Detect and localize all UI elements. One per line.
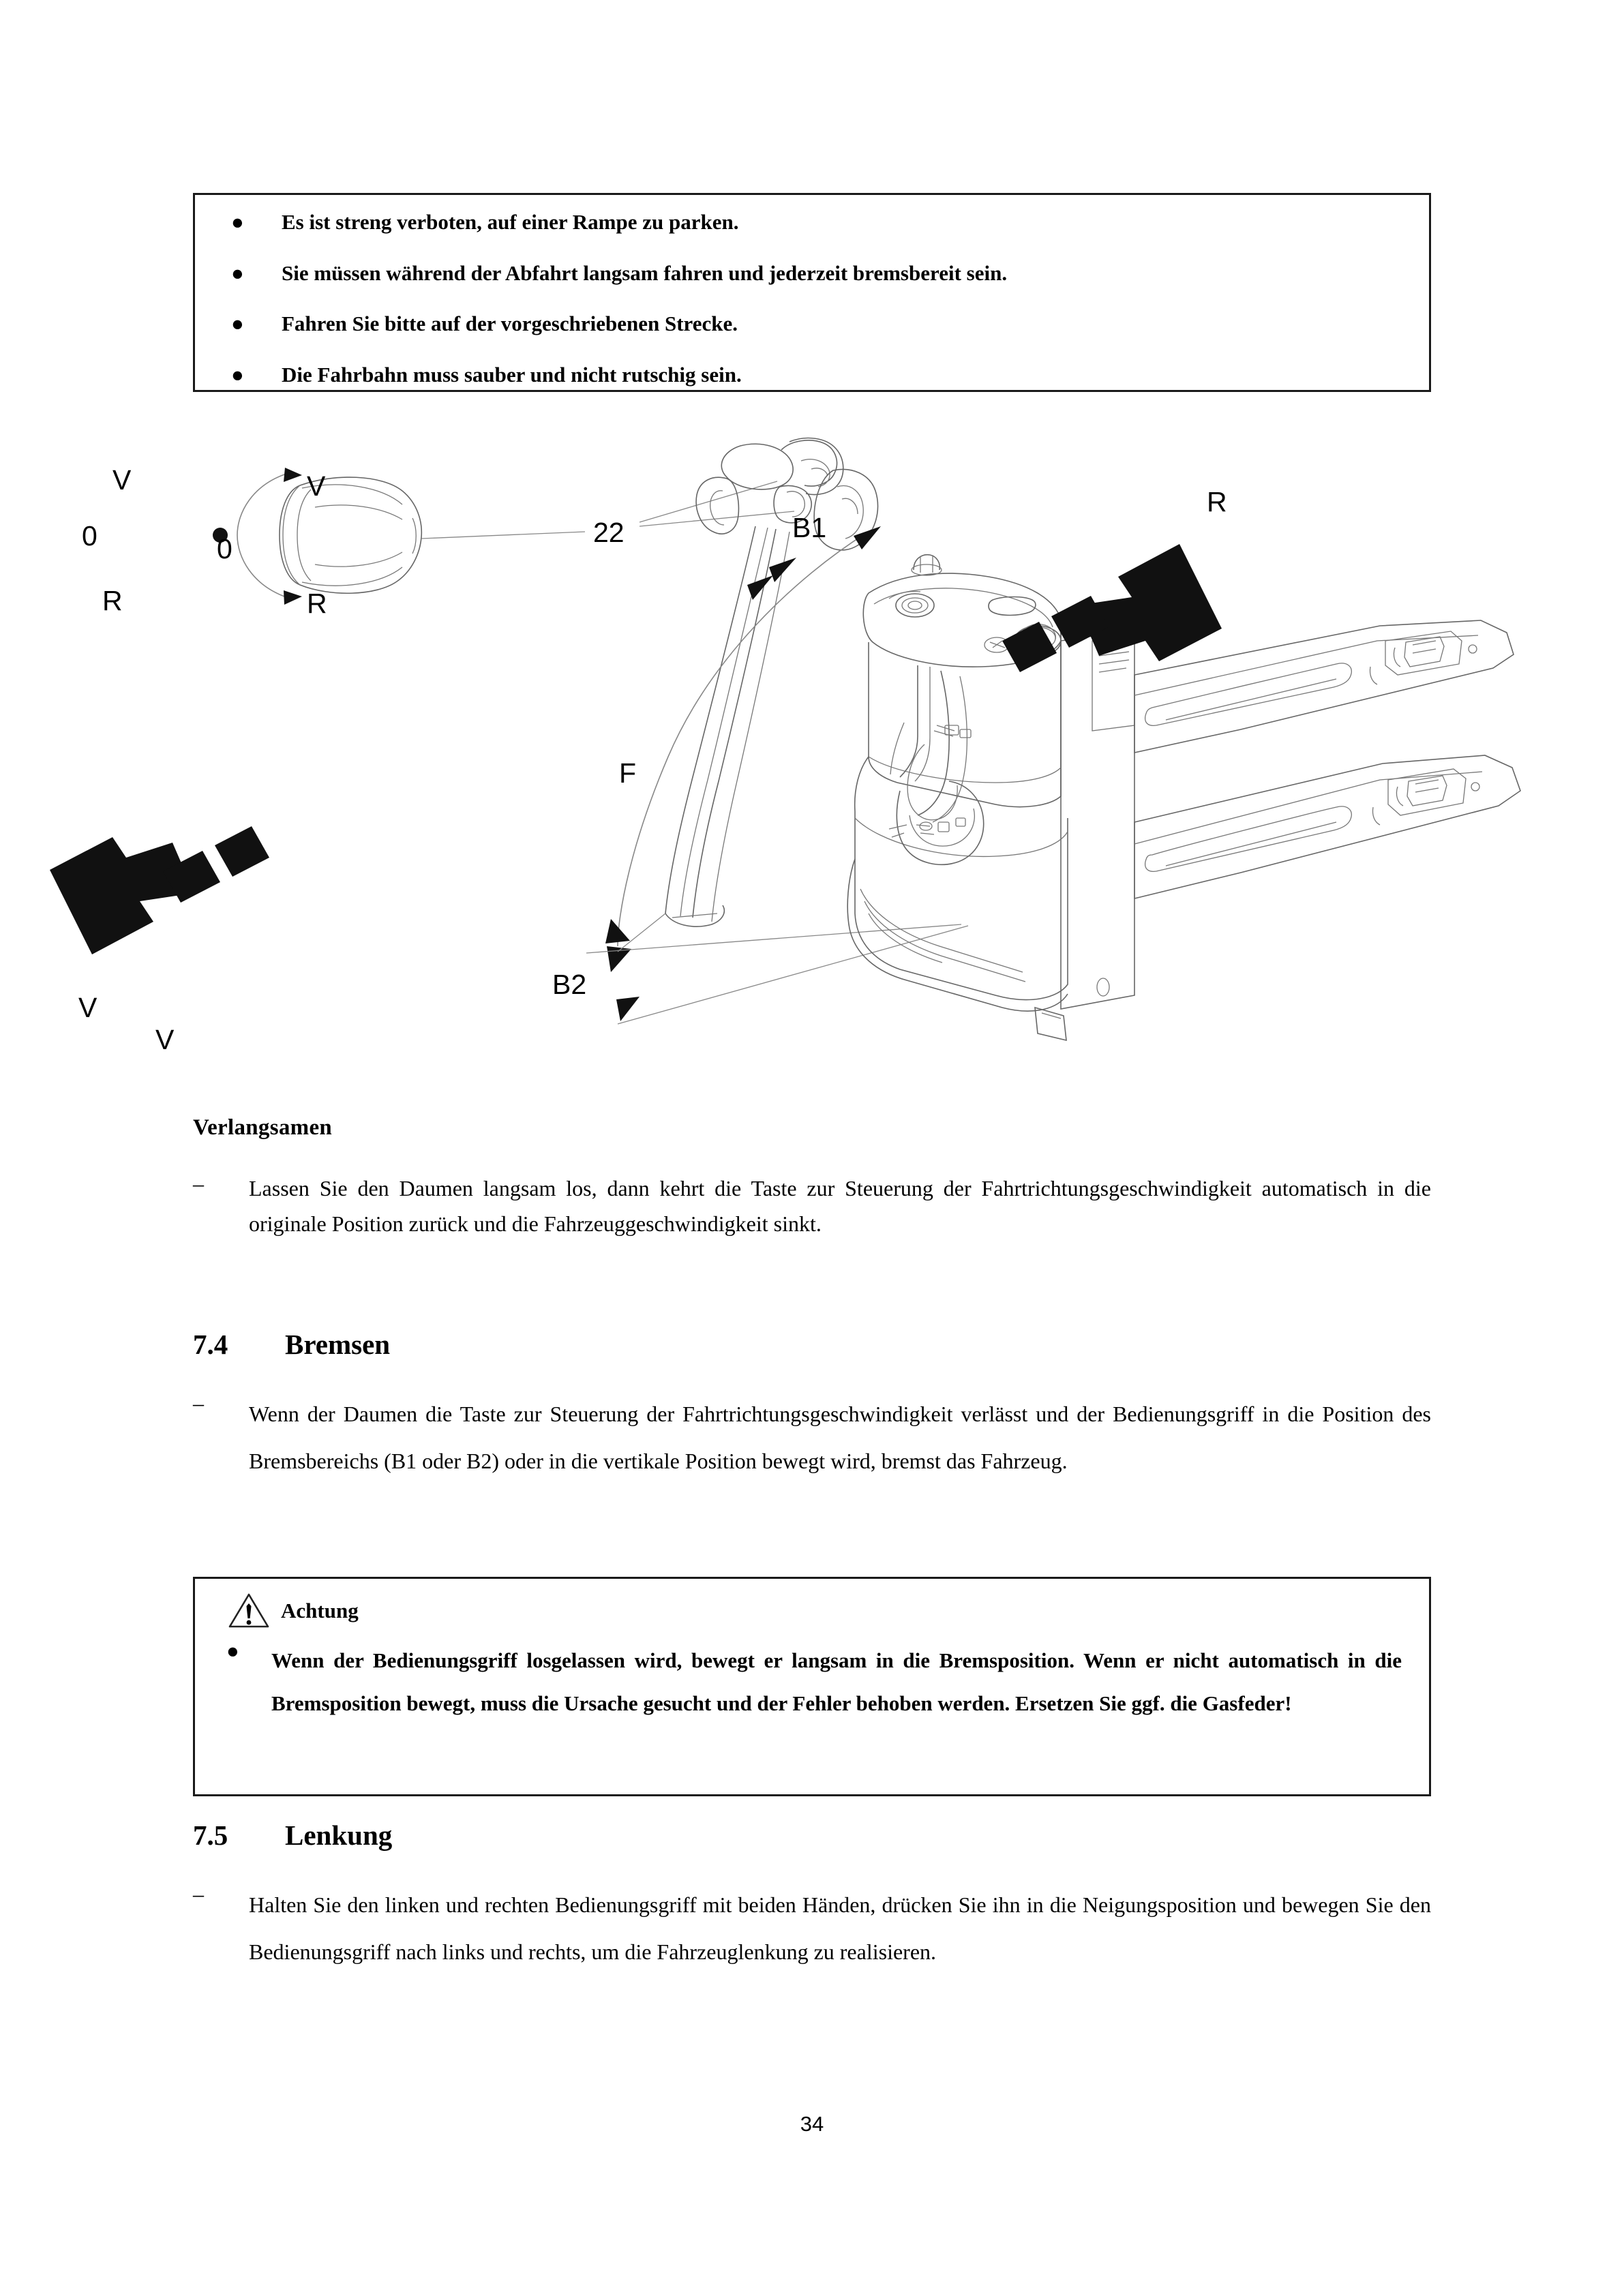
section-number: 7.5 (193, 1819, 228, 1851)
section-title: Lenkung (285, 1819, 393, 1851)
page-number: 34 (800, 2112, 824, 2136)
warning-item-text: Sie müssen während der Abfahrt langsam fahren und jederzeit bremsbereit sein. (282, 260, 1008, 285)
bullet-icon: ● (231, 362, 244, 387)
warning-item-text: Es ist streng verboten, auf einer Rampe zu parken. (282, 210, 739, 234)
achtung-text: Wenn der Bedienungsgriff losgelassen wird, bewegt er langsam in die Bremsposition. Wenn er nicht automatisch in die Bremsposition bewegt, muss die Ursache gesucht und der Fehler behoben werden. Ersetzen Sie ggf. die Gasfeder! (271, 1648, 1402, 1716)
label-reverse-top: R (102, 585, 123, 616)
achtung-header (228, 1592, 1402, 1629)
label-brake-zone-2: B2 (552, 969, 587, 1000)
label-drive-zone: F (619, 757, 637, 789)
label-reverse-overlay: R (307, 588, 327, 619)
label-brake-zone-1: B1 (792, 512, 827, 543)
section-number: 7.4 (193, 1329, 228, 1360)
label-zero-overlay: 0 (217, 533, 232, 564)
dash-bullet: – (193, 1171, 204, 1196)
warning-item (222, 261, 1402, 286)
paragraph-text: Halten Sie den linken und rechten Bedienungsgriff mit beiden Händen, drücken Sie ihn in die Neigungsposition und bewegen Sie den Bedienungsgriff nach links und rechts, um die Fahrzeuglenkung zu realisieren. (249, 1892, 1431, 1964)
dash-bullet: – (193, 1391, 204, 1415)
dash-bullet: – (193, 1882, 204, 1906)
warning-box-achtung (193, 1577, 1431, 1796)
paragraph-verlangsamen (193, 1171, 1431, 1242)
paragraph-text: Lassen Sie den Daumen langsam los, dann kehrt die Taste zur Steuerung der Fahrtrichtungsgeschwindigkeit automatisch in die originale Position zurück und die Fahrzeuggeschwindigkeit sinkt. (249, 1176, 1431, 1236)
achtung-body (220, 1639, 1402, 1725)
label-arrow-forward: V (78, 992, 97, 1023)
warning-item (222, 312, 1402, 336)
label-thumb-control: 22 (593, 517, 625, 548)
bullet-icon: ● (231, 312, 244, 336)
warning-item (222, 363, 1402, 387)
label-arrow-reverse: R (1207, 486, 1227, 517)
warning-item-text: Die Fahrbahn muss sauber und nicht rutschig sein. (282, 362, 742, 387)
bullet-icon: ● (226, 1639, 239, 1663)
section-heading-7-5 (193, 1819, 392, 1852)
bullet-icon: ● (231, 260, 244, 285)
label-zero: 0 (82, 520, 97, 552)
paragraph-text: Wenn der Daumen die Taste zur Steuerung der Fahrtrichtungsgeschwindigkeit verlässt und der Bedienungsgriff in die Position des Bremsbereichs (B1 oder B2) oder in die vertikale Position bewegt wird, bremst das Fahrzeug. (249, 1402, 1431, 1473)
warning-item (222, 210, 1402, 235)
achtung-label: Achtung (281, 1599, 359, 1622)
figure-pallet-truck-diagram (78, 436, 1473, 1070)
paragraph-lenkung (193, 1882, 1431, 1976)
label-arrow-forward-overlay: V (155, 1024, 175, 1055)
section-title: Bremsen (285, 1329, 391, 1360)
label-forward-overlay: V (307, 470, 326, 502)
subheading-verlangsamen: Verlangsamen (193, 1115, 333, 1140)
bullet-icon: ● (231, 210, 244, 234)
section-heading-7-4 (193, 1328, 390, 1361)
warning-box-top (193, 193, 1431, 392)
warning-triangle-icon (228, 1592, 270, 1629)
warning-item-text: Fahren Sie bitte auf der vorgeschriebenen Strecke. (282, 312, 738, 336)
paragraph-bremsen (193, 1391, 1431, 1485)
label-forward-top: V (112, 464, 132, 496)
